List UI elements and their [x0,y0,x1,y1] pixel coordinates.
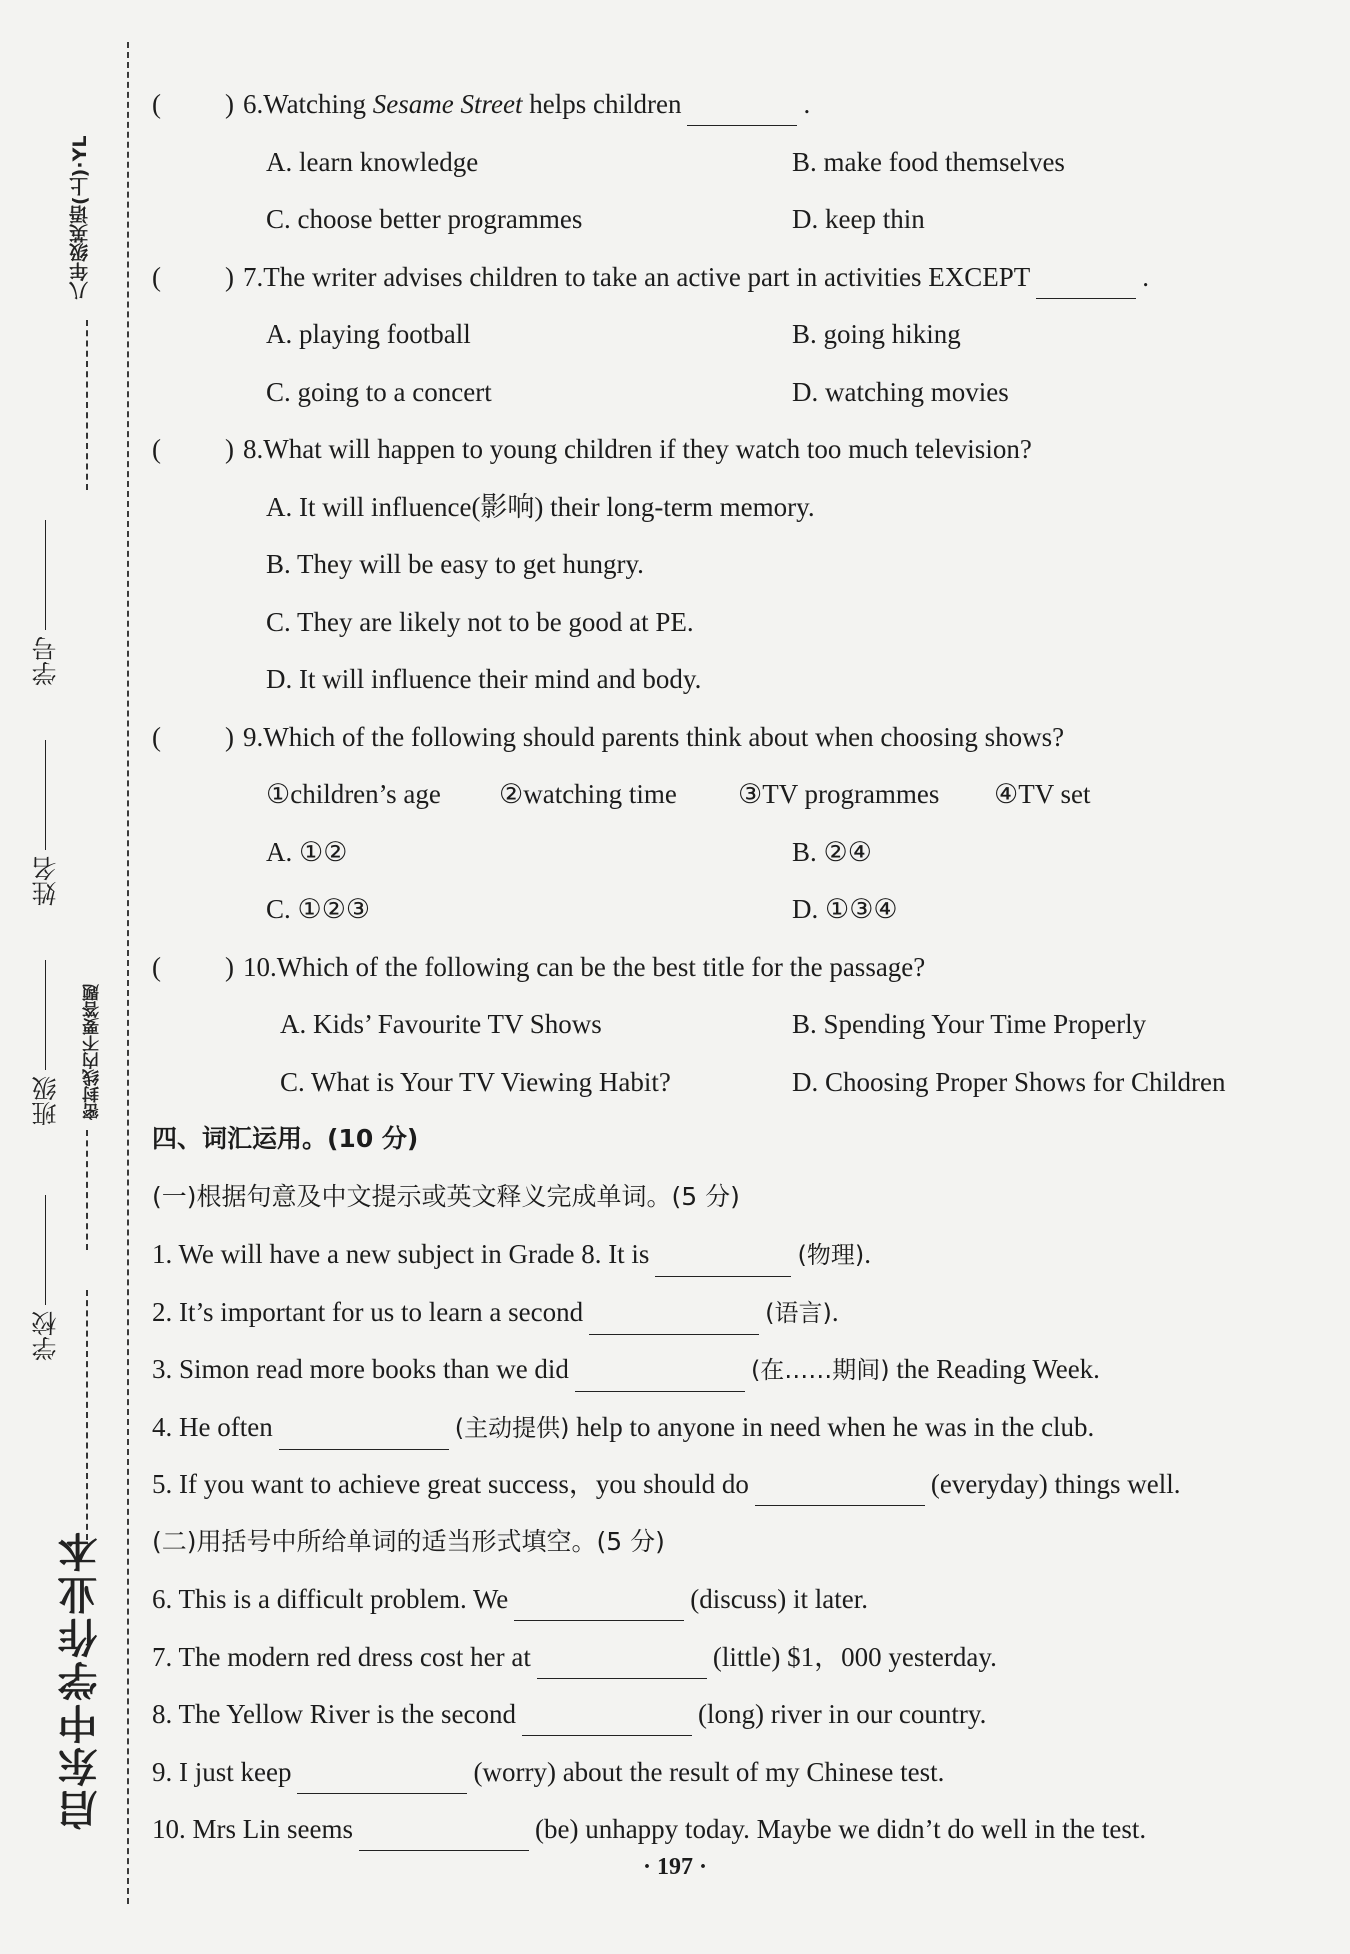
option-c[interactable]: C. going to a concert [266,376,492,407]
show-title: Sesame Street [372,89,523,119]
fill-stem: 2. It’s important for us to learn a second [152,1296,584,1327]
item-list [152,772,1312,830]
student-number-label: 学号 [31,636,60,686]
answer-blank[interactable] [687,97,797,126]
seal-dashed-line [86,1130,88,1250]
question-number: 8. [243,434,264,464]
fill-item [152,1405,1312,1463]
option-row [152,1060,1312,1118]
answer-paren-close[interactable]: ) [225,261,234,292]
answer-paren-close[interactable]: ) [225,721,234,752]
fill-item [152,1347,1312,1405]
fill-stem: 8. The Yellow River is the second [152,1699,516,1729]
answer-paren-open[interactable]: ( [152,951,161,982]
seal-dashed-line [86,320,88,490]
fill-stem: 3. Simon read more books than we did [152,1354,569,1384]
answer-blank[interactable] [1036,270,1136,299]
option-b[interactable]: B. make food themselves [792,146,1065,177]
fill-hint: (语言) [765,1298,832,1327]
fill-stem: 9. I just keep [152,1756,292,1787]
fill-tail: help to anyone in need when he was in the club. [569,1411,1095,1442]
fill-hint: (主动提供) [454,1413,570,1442]
fill-stem: 1. We will have a new subject in Grade 8. It is [152,1239,650,1269]
item-1: ①children’s age [266,779,441,809]
answer-blank[interactable] [522,1707,692,1736]
fill-stem: 5. If you want to achieve great success，you should do [152,1469,749,1499]
answer-blank[interactable] [655,1248,791,1277]
name-label: 姓名 [31,856,60,906]
fill-hint: (worry) [473,1756,556,1787]
item-2: ②watching time [499,779,677,809]
option-a[interactable]: A. Kids’ Favourite TV Shows [280,1009,602,1039]
fill-tail: . [831,1296,839,1327]
binding-dashed-line [127,42,129,1904]
student-number-blank[interactable] [46,520,47,630]
fill-tail: about the result of my Chinese test. [555,1756,945,1787]
main-content [152,82,1312,1865]
answer-blank[interactable] [359,1822,529,1851]
part2-title: (二)用括号中所给单词的适当形式填空。(5 分) [152,1526,665,1556]
option-a[interactable]: A. ①② [266,836,348,867]
option-a[interactable]: A. playing football [266,319,471,349]
answer-blank[interactable] [297,1765,467,1794]
fill-hint: (little) [712,1641,781,1672]
answer-paren-close[interactable]: ) [225,434,234,464]
answer-paren-open[interactable]: ( [152,261,161,292]
answer-paren-open[interactable]: ( [152,434,161,464]
fill-hint: (物理) [797,1241,865,1269]
item-4: ④TV set [994,779,1091,809]
question-text [243,82,810,126]
option-row [152,197,1312,255]
name-blank[interactable] [46,740,47,850]
fill-hint: (be) [534,1814,579,1844]
option-row [152,140,1312,198]
fill-tail: it later. [786,1584,869,1614]
question-10 [152,945,1312,1003]
fill-stem: 7. The modern red dress cost her at [152,1641,531,1672]
option-d[interactable]: D. Choosing Proper Shows for Children [792,1066,1226,1097]
answer-blank[interactable] [514,1592,684,1621]
question-9 [152,715,1312,773]
option-row [152,542,1312,600]
option-row [152,312,1312,370]
answer-blank[interactable] [537,1650,707,1679]
option-a[interactable]: A. It will influence(影响) their long-term memory. [266,491,815,522]
fill-item [152,1462,1312,1520]
question-stem: The writer advises children to take an active part in activities EXCEPT [263,261,1031,292]
part1-title: (一)根据句意及中文提示或英文释义完成单词。(5 分) [152,1181,740,1211]
question-number: 10. [243,951,277,982]
fill-tail: things well. [1047,1469,1181,1499]
seal-dashed-line [86,1290,88,1540]
question-stem: helps children [522,89,682,119]
option-b[interactable]: B. going hiking [792,319,961,349]
option-d[interactable]: D. keep thin [792,204,925,234]
school-blank[interactable] [46,1195,47,1305]
question-6 [152,82,1312,140]
question-stem: Which of the following should parents think about when choosing shows? [263,721,1065,752]
option-row [152,485,1312,543]
fill-tail: $1，000 yesterday. [780,1641,997,1672]
fill-item [152,1692,1312,1750]
book-title: 启东中学作业本 [58,1529,104,1830]
class-blank[interactable] [46,960,47,1070]
option-c[interactable]: C. choose better programmes [266,204,583,234]
answer-blank[interactable] [575,1363,745,1392]
fill-item [152,1577,1312,1635]
fill-tail: unhappy today. Maybe we didn’t do well in the test. [578,1814,1147,1844]
question-number: 6. [243,89,264,119]
option-row [152,657,1312,715]
question-text [243,427,1032,471]
option-row [152,830,1312,888]
answer-blank[interactable] [755,1477,925,1506]
class-label: 班级 [31,1076,60,1126]
question-8 [152,427,1312,485]
question-text [243,715,1064,759]
fill-tail: . [864,1239,871,1269]
fill-hint: (在……期间) [750,1356,890,1384]
question-end: . [1142,261,1149,292]
fill-stem: 6. This is a difficult problem. We [152,1584,509,1614]
question-stem: Which of the following can be the best title for the passage? [276,951,926,982]
option-b[interactable]: B. ②④ [792,836,872,867]
answer-paren-open[interactable]: ( [152,721,161,752]
option-a[interactable]: A. learn knowledge [266,146,479,177]
option-c[interactable]: C. ①②③ [266,894,371,924]
section-title: 四、词汇运用。(10 分) [152,1124,419,1153]
answer-blank[interactable] [279,1421,449,1450]
fill-item [152,1635,1312,1693]
fill-item [152,1750,1312,1808]
question-stem: What will happen to young children if they watch too much television? [263,434,1032,464]
fill-item [152,1290,1312,1348]
answer-blank[interactable] [589,1306,759,1335]
fill-hint: (discuss) [690,1584,787,1614]
option-row [152,600,1312,658]
fill-stem: 4. He often [152,1411,273,1442]
question-text [243,945,925,989]
question-stem: Watching [263,89,373,119]
option-c[interactable]: C. What is Your TV Viewing Habit? [280,1066,671,1097]
question-text [243,255,1149,299]
option-d[interactable]: D. It will influence their mind and body. [266,664,702,694]
option-d[interactable]: D. watching movies [792,376,1009,407]
answer-paren-open[interactable]: ( [152,89,161,119]
grade-label: 八年级英语(上)·YL [69,135,91,300]
answer-paren-close[interactable]: ) [225,951,234,982]
fill-item [152,1232,1312,1290]
option-row [152,887,1312,945]
answer-paren-close[interactable]: ) [225,89,234,119]
option-d[interactable]: D. ①③④ [792,894,898,924]
option-b[interactable]: B. Spending Your Time Properly [792,1009,1147,1039]
name-field[interactable] [28,740,64,906]
fill-hint: (everyday) [930,1469,1048,1499]
fill-stem: 10. Mrs Lin seems [152,1814,353,1844]
item-3: ③TV programmes [738,779,940,809]
fill-hint: (long) [697,1699,764,1729]
question-number: 7. [243,261,264,292]
option-b[interactable]: B. They will be easy to get hungry. [266,549,644,579]
school-field[interactable] [28,1195,64,1361]
question-7 [152,255,1312,313]
fill-tail: river in our country. [763,1699,987,1729]
option-c[interactable]: C. They are likely not to be good at PE. [266,606,694,637]
student-number-field[interactable] [28,520,64,686]
page-number: · 197 · [642,1854,707,1880]
fill-tail: the Reading Week. [889,1354,1100,1384]
option-row [152,1002,1312,1060]
seal-notice: 密封线内不要答题 [83,984,103,1120]
option-row [152,370,1312,428]
school-label: 学校 [31,1311,60,1361]
class-field[interactable] [28,960,64,1126]
question-end: . [803,89,811,119]
question-number: 9. [243,721,264,752]
